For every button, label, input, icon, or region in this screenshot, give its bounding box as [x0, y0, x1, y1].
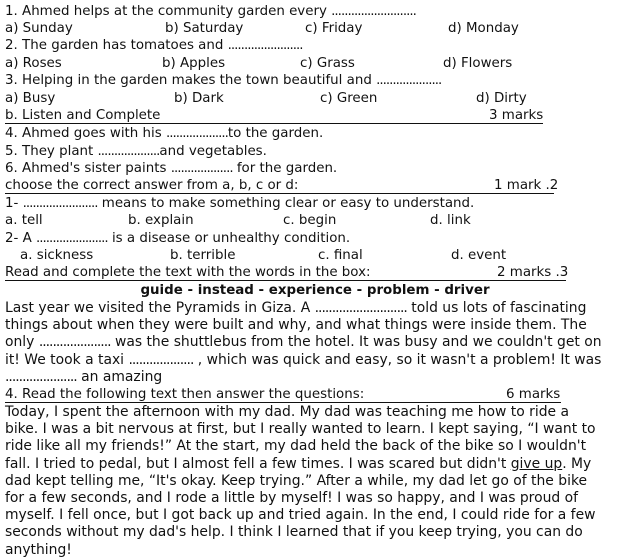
section-3-rule [5, 280, 566, 281]
section-2-marks: 1 mark .2 [494, 178, 559, 193]
question-1 [5, 3, 416, 20]
blank[interactable]: ....................... [22, 196, 98, 211]
option-d[interactable]: d) Dirty [476, 91, 527, 106]
section-4-title: 4. Read the following text then answer the questions: [5, 387, 365, 402]
question-stem: 3. Helping in the garden makes the town beautiful and [5, 73, 372, 88]
blank[interactable]: ................... [170, 161, 233, 176]
item-text: 2- A [5, 231, 37, 246]
blank[interactable]: ..................... [5, 368, 77, 385]
item-text: 5. They plant [5, 144, 98, 159]
section-3-marks: 2 marks .3 [497, 265, 569, 280]
blank[interactable]: ...................... [36, 231, 108, 246]
section-2-title: choose the correct answer from a, b, c or d: [5, 178, 299, 193]
option-b[interactable]: b) Dark [174, 91, 224, 106]
option-c[interactable]: c) Grass [300, 56, 355, 71]
underlined-phrase: give up [510, 455, 563, 472]
option-c[interactable]: c) Green [320, 91, 378, 106]
passage-text: , which was quick and easy, so it wasn't a problem! It was [193, 351, 602, 368]
reading-passage [5, 404, 605, 559]
blank[interactable]: ........................... [314, 300, 407, 316]
blank[interactable]: ................... [128, 351, 194, 368]
question-stem: 1. Ahmed helps at the community garden every [5, 4, 327, 19]
passage-text: Last year we visited the Pyramids in Giza. A [5, 300, 315, 316]
question-3 [5, 72, 441, 89]
section-b-marks: 3 marks [489, 108, 544, 123]
option-d[interactable]: d. link [430, 213, 471, 228]
section-b-rule [5, 123, 543, 124]
listen-item [5, 160, 337, 177]
item-text: 4. Ahmed goes with his [5, 126, 166, 141]
option-c[interactable]: c. begin [283, 213, 337, 228]
option-c[interactable]: c) Friday [305, 21, 363, 36]
passage-text: an amazing [76, 368, 163, 385]
vocab-question-2 [5, 230, 350, 247]
passage-text: told us lots of fascinating things about when they were built and why, and what things were inside them. The only [5, 300, 587, 351]
blank[interactable]: .................... [376, 73, 442, 88]
item-text: to the garden. [227, 126, 324, 141]
item-text: and vegetables. [159, 144, 267, 159]
question-stem: 2. The garden has tomatoes and [5, 38, 224, 53]
listen-item [5, 125, 323, 142]
option-d[interactable]: d) Monday [448, 21, 519, 36]
section-3-title: Read and complete the text with the words in the box: [5, 265, 371, 280]
item-text: 1- [5, 196, 23, 211]
question-2 [5, 37, 303, 54]
blank[interactable]: ................... [166, 126, 228, 141]
section-4-marks: 6 marks [506, 387, 561, 402]
listen-item [5, 143, 267, 160]
option-a[interactable]: a. tell [5, 213, 43, 228]
section-b-title: b. Listen and Complete [5, 108, 161, 123]
option-a[interactable]: a. sickness [20, 248, 94, 263]
item-text: 6. Ahmed's sister paints [5, 161, 171, 176]
blank[interactable]: .......................... [331, 4, 416, 19]
option-b[interactable]: b) Apples [162, 56, 226, 71]
passage-text: was the shuttlebus from the hotel. It was busy and we couldn't get on it! We took a taxi [5, 334, 602, 368]
blank[interactable]: ....................... [227, 38, 303, 53]
option-b[interactable]: b. explain [128, 213, 194, 228]
section-4-rule [5, 402, 561, 403]
item-text: is a disease or unhealthy condition. [107, 231, 351, 246]
blank[interactable]: ................... [97, 144, 160, 159]
option-d[interactable]: d) Flowers [443, 56, 513, 71]
word-box: guide - instead - experience - problem - driver [140, 283, 490, 298]
passage-text: Today, I spent the afternoon with my dad. My dad was teaching me how to ride a bike. I was a bit nervous at first, but I really wanted to learn. I kept saying, “I want to ride like all my friends!” At the start, my dad held the back of the bike so I wouldn't fall. I tried to pedal, but I almost fell a few times. I was scared but didn't [5, 404, 596, 472]
option-c[interactable]: c. final [318, 248, 363, 263]
section-2-rule [5, 193, 554, 194]
option-d[interactable]: d. event [451, 248, 507, 263]
option-b[interactable]: b) Saturday [165, 21, 244, 36]
item-text: for the garden. [232, 161, 338, 176]
item-text: means to make something clear or easy to understand. [97, 196, 475, 211]
vocab-question-1 [5, 195, 474, 212]
cloze-passage [5, 300, 605, 386]
blank[interactable]: ..................... [38, 334, 111, 351]
option-a[interactable]: a) Busy [5, 91, 56, 106]
passage-text: . My dad kept telling me, “It's okay. Keep trying.” After a while, my dad let go of the bike for a few seconds, and I rode a little by myself! I was so happy, and I was proud of myself. I fell once, but I got back up and tried again. In the end, I could ride for a few seconds without my dad's help. I think I learned that if you keep trying, you can do anything! [5, 455, 596, 558]
option-a[interactable]: a) Roses [5, 56, 62, 71]
option-b[interactable]: b. terrible [170, 248, 236, 263]
option-a[interactable]: a) Sunday [5, 21, 73, 36]
